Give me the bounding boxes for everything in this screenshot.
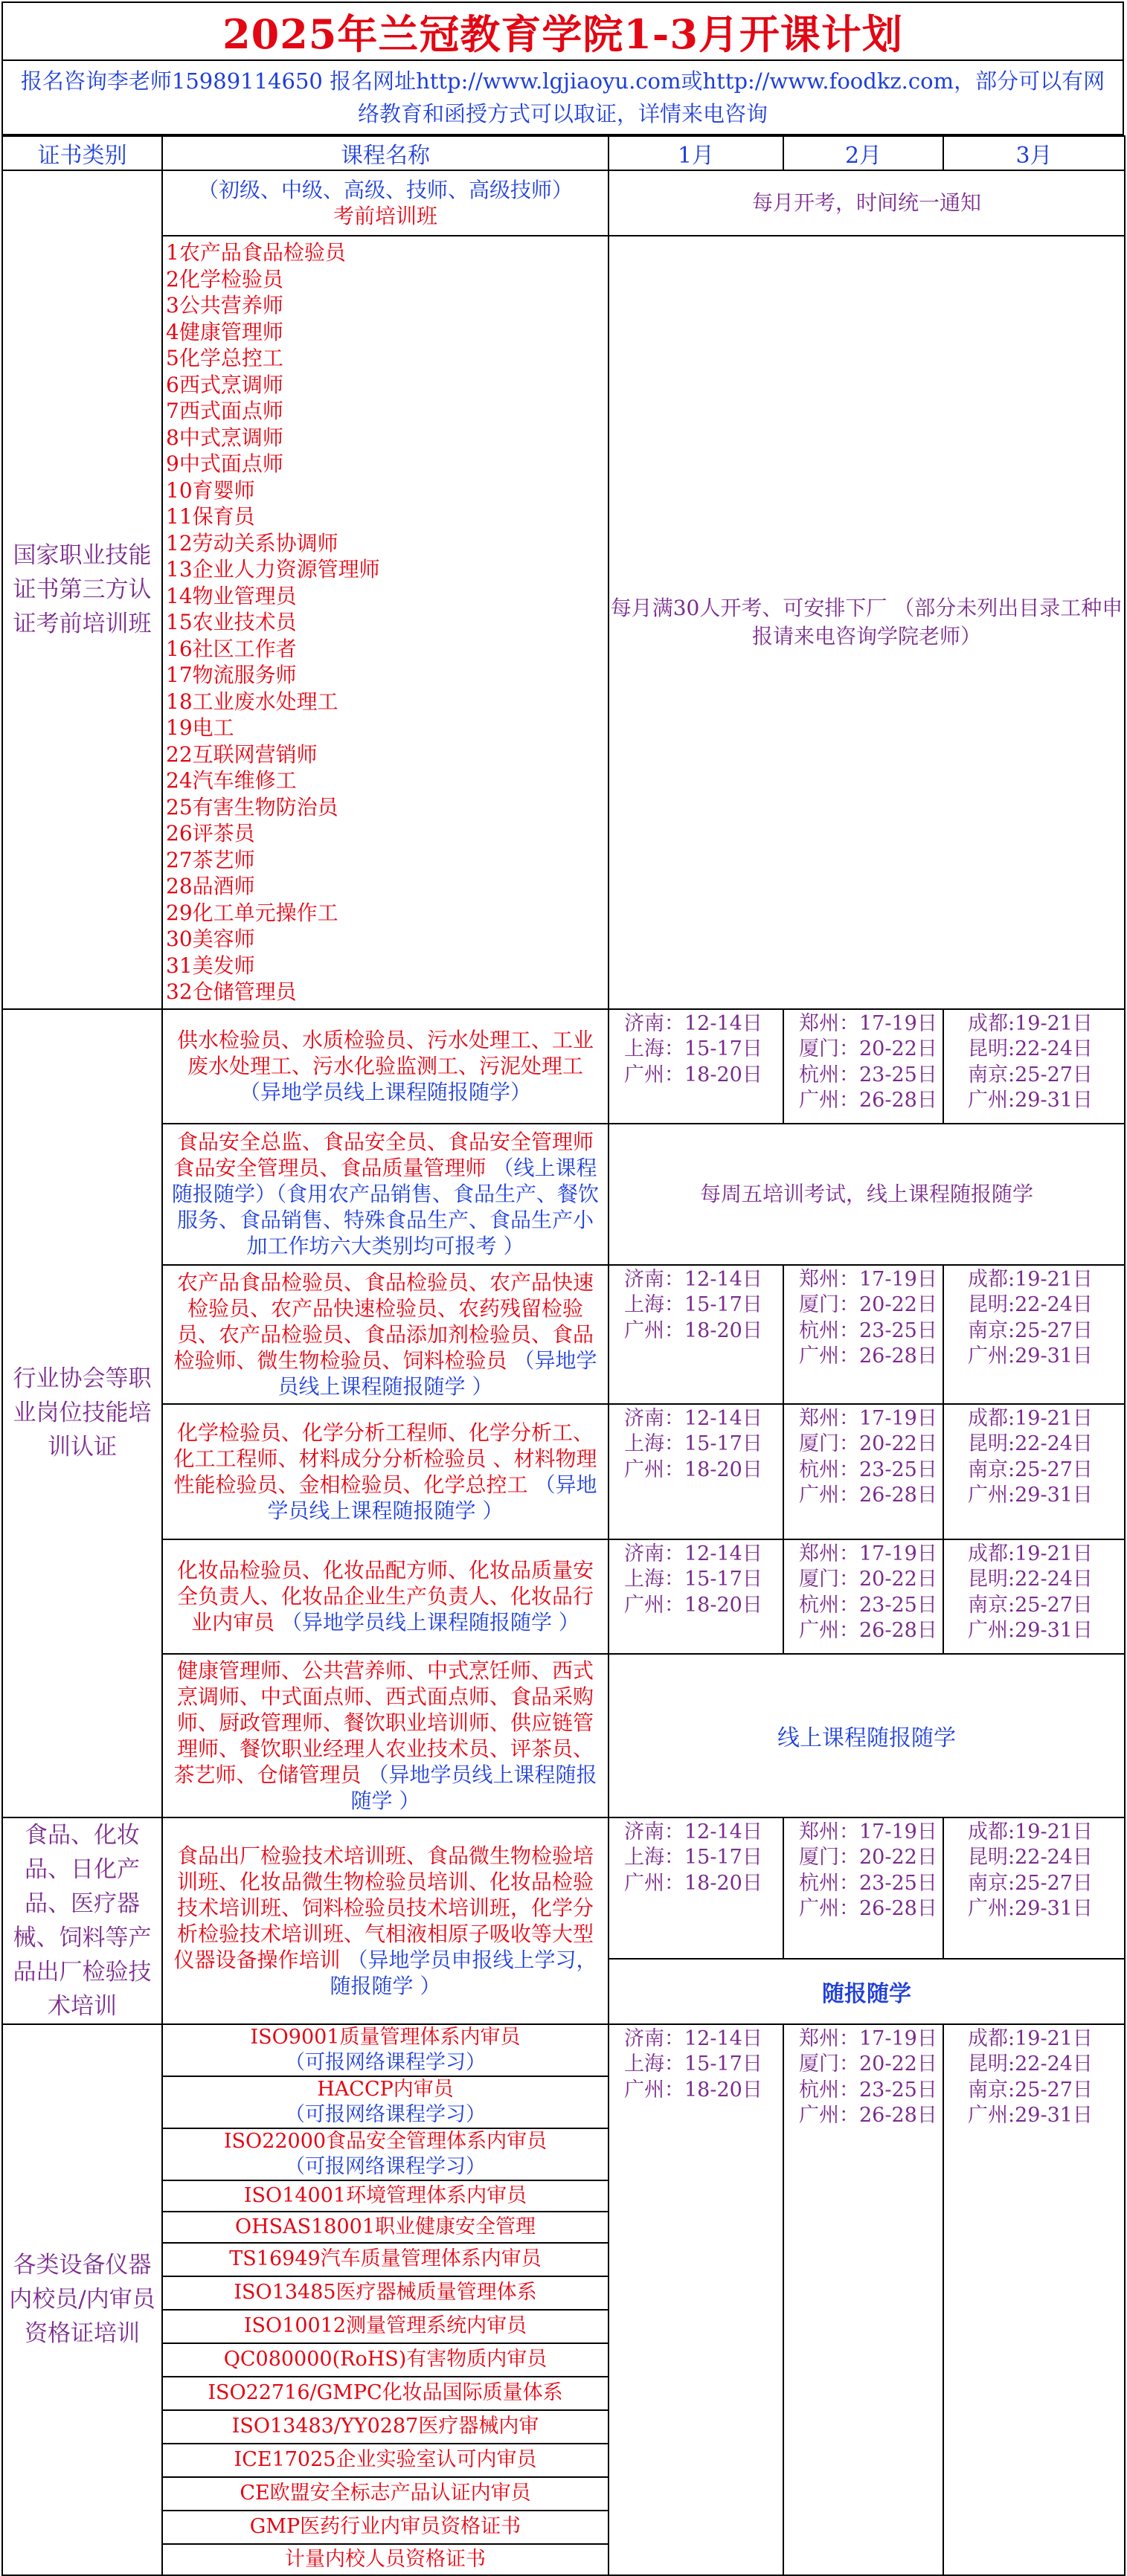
schedule-entry: 昆明:22-24日 [968, 2052, 1093, 2076]
course-levels-label: （初级、中级、高级、技师、高级技师） [197, 178, 573, 202]
schedule-entry: 济南：12-14日 [624, 1267, 762, 1291]
schedule-entry: 厦门：20-22日 [799, 1432, 937, 1455]
list-item: 27茶艺师 [166, 847, 255, 872]
schedule-entry: 杭州：23-25日 [799, 2078, 937, 2102]
table-row [2, 2024, 1125, 2076]
list-item: 30美容师 [166, 927, 255, 951]
schedule-entry: 成都:19-21日 [968, 1406, 1093, 1430]
schedule-entry: 济南：12-14日 [624, 1011, 762, 1035]
course-levels [162, 170, 609, 236]
auditor-course-name: 计量内校人员资格证书 [285, 2547, 486, 2571]
auditor-course-name: CE欧盟安全标志产品认证内审员 [240, 2482, 531, 2505]
course-cosmetics-note: （异地学员线上课程随报随学 ） [281, 1610, 579, 1635]
table-row [2, 1654, 1125, 1817]
schedule-jan [609, 1817, 783, 1959]
course-food-testing-names: 农产品食品检验员、食品检验员、农产品快速检验员、农产品快速检验员、农药残留检验员、农产品检验员、食品添加剂检验员、食品检验师、微生物检验员、饲料检验员 [173, 1269, 594, 1373]
table-row [2, 1009, 1125, 1124]
schedule-entry: 广州:29-31日 [968, 1619, 1093, 1642]
list-item: 8中式烹调师 [166, 425, 283, 450]
schedule-mar [943, 1539, 1125, 1654]
course-food-testing [162, 1265, 609, 1404]
schedule-entry: 郑州：17-19日 [799, 2026, 937, 2050]
schedule-entry: 厦门：20-22日 [799, 1568, 937, 1591]
schedule-entry: 上海：15-17日 [624, 1037, 762, 1060]
auditor-section [2, 2024, 1125, 2575]
table-row [2, 236, 1125, 1009]
list-item: 2化学检验员 [166, 266, 283, 292]
list-item: 19电工 [166, 715, 234, 740]
auditor-course [162, 2377, 609, 2410]
schedule-feb [783, 1009, 943, 1124]
auditor-course [162, 2511, 609, 2544]
auditor-course-name: ISO10012测量管理系统内审员 [243, 2314, 527, 2337]
schedule-feb [783, 1817, 943, 1959]
auditor-course [162, 2310, 609, 2343]
schedule-entry: 济南：12-14日 [624, 1542, 762, 1565]
schedule-entry: 厦门：20-22日 [799, 1293, 937, 1316]
schedule-feb [783, 1539, 943, 1654]
levels-note: 每月开考，时间统一通知 [609, 170, 1125, 236]
course-water-testing-note: （异地学员线上课程随报随学） [239, 1080, 531, 1104]
schedule-entry: 广州：18-20日 [624, 1318, 762, 1342]
auditor-course-note: （可报网络课程学习） [285, 2154, 486, 2178]
auditor-course-name: ISO14001环境管理体系内审员 [243, 2183, 527, 2207]
header-category: 证书类别 [2, 136, 162, 170]
table-row [2, 1817, 1125, 1959]
schedule-entry: 南京:25-27日 [968, 1318, 1093, 1342]
schedule-entry: 南京:25-27日 [968, 1871, 1093, 1895]
list-item: 29化工单元操作工 [166, 900, 338, 925]
schedule-entry: 杭州：23-25日 [799, 1318, 937, 1342]
list-item: 17物流服务师 [166, 663, 297, 687]
schedule-mar [943, 1817, 1125, 1959]
header-month-2: 2月 [783, 136, 943, 170]
auditor-course [162, 2477, 609, 2511]
auditor-course-name: ICE17025企业实验室认可内审员 [234, 2448, 537, 2471]
schedule-entry: 南京:25-27日 [968, 1063, 1093, 1086]
schedule-feb [783, 1404, 943, 1539]
course-food-safety [162, 1124, 609, 1265]
auditor-course [162, 2444, 609, 2477]
schedule-entry: 广州：26-28日 [799, 2104, 937, 2127]
header-month-3: 3月 [943, 136, 1125, 170]
list-item: 26评茶员 [166, 821, 255, 846]
table-row [2, 1265, 1125, 1404]
course-schedule-table [1, 135, 1126, 2576]
course-cosmetics [162, 1539, 609, 1654]
schedule-entry: 广州：26-28日 [799, 1089, 937, 1112]
schedule-entry: 上海：15-17日 [624, 1846, 762, 1869]
schedule-entry: 广州:29-31日 [968, 1897, 1093, 1920]
table-row [2, 1124, 1125, 1265]
schedule-entry: 杭州：23-25日 [799, 1593, 937, 1617]
schedule-entry: 广州：18-20日 [624, 1593, 762, 1617]
schedule-entry: 成都:19-21日 [968, 1542, 1093, 1565]
schedule-mar [943, 1404, 1125, 1539]
category-internal-auditor: 各类设备仪器内校员/内审员资格证培训 [2, 2024, 162, 2575]
list-item: 24汽车维修工 [166, 768, 297, 793]
schedule-mar [943, 2024, 1125, 2575]
schedule-entry: 昆明:22-24日 [968, 1293, 1093, 1316]
schedule-entry: 南京:25-27日 [968, 1458, 1093, 1481]
auditor-course [162, 2544, 609, 2575]
schedule-feb [783, 2024, 943, 2575]
schedule-entry: 杭州：23-25日 [799, 1458, 937, 1481]
factory-inspection-note: 随报随学 [609, 1959, 1125, 2024]
course-factory-inspection [162, 1817, 609, 2024]
schedule-entry: 昆明:22-24日 [968, 1432, 1093, 1455]
schedule-entry: 昆明:22-24日 [968, 1037, 1093, 1060]
auditor-course [162, 2024, 609, 2076]
list-item: 18工业废水处理工 [166, 689, 338, 714]
list-item: 14物业管理员 [166, 583, 297, 608]
schedule-entry: 上海：15-17日 [624, 2052, 762, 2076]
auditor-course [162, 2243, 609, 2276]
course-list [166, 239, 605, 1005]
course-factory-inspection-names: 食品出厂检验技术培训班、食品微生物检验培训班、化妆品微生物检验员培训、化妆品检验技术培训班、饲料检验员技术培训班，化学分析检验技术培训班、气相液相原子吸收等大型仪器设备操作培训 [173, 1843, 594, 1972]
schedule-entry: 广州：18-20日 [624, 1458, 762, 1481]
schedule-entry: 广州：18-20日 [624, 1871, 762, 1895]
schedule-entry: 广州：26-28日 [799, 1619, 937, 1642]
schedule-feb [783, 1265, 943, 1404]
table-row [2, 1539, 1125, 1654]
schedule-entry: 成都:19-21日 [968, 1011, 1093, 1035]
auditor-course [162, 2076, 609, 2128]
auditor-course [162, 2212, 609, 2243]
list-item: 28品酒师 [166, 874, 255, 898]
course-levels-sub: 考前培训班 [333, 204, 437, 228]
auditor-course [162, 2410, 609, 2444]
schedule-mar [943, 1265, 1125, 1404]
course-chemical-testing-note: （异地学员线上课程随报随学 ） [267, 1472, 597, 1523]
course-catering [162, 1654, 609, 1817]
schedule-entry: 郑州：17-19日 [799, 1820, 937, 1844]
schedule-entry: 郑州：17-19日 [799, 1267, 937, 1291]
list-item: 25有害生物防治员 [166, 794, 338, 820]
auditor-course-name: ISO22716/GMPC化妆品国际质量体系 [208, 2381, 563, 2404]
contact-info: 报名咨询李老师15989114650 报名网址http://www.lgjiaoyu.com或http://www.foodkz.com，部分可以有网络教育和函授方式可以取证，详情来电咨询 [1, 61, 1124, 135]
auditor-course [162, 2128, 609, 2180]
schedule-entry: 广州:29-31日 [968, 1089, 1093, 1112]
schedule-entry: 昆明:22-24日 [968, 1568, 1093, 1591]
schedule-entry: 厦门：20-22日 [799, 1846, 937, 1869]
table-row [2, 170, 1125, 236]
list-item: 4健康管理师 [166, 319, 283, 344]
national-course-note: 每月满30人开考、可安排下厂 （部分未列出目录工种申报请来电咨询学院老师） [609, 236, 1125, 1009]
schedule-entry: 南京:25-27日 [968, 1593, 1093, 1617]
category-national-vocational: 国家职业技能证书第三方认证考前培训班 [2, 170, 162, 1009]
schedule-jan [609, 1265, 783, 1404]
table-row [2, 1404, 1125, 1539]
list-item: 12劳动关系协调师 [166, 530, 338, 556]
schedule-entry: 济南：12-14日 [624, 1820, 762, 1844]
list-item: 13企业人力资源管理师 [166, 557, 380, 582]
schedule-entry: 南京:25-27日 [968, 2078, 1093, 2102]
list-item: 7西式面点师 [166, 399, 283, 423]
schedule-entry: 广州:29-31日 [968, 1484, 1093, 1507]
list-item: 1农产品食品检验员 [166, 240, 346, 265]
schedule-entry: 成都:19-21日 [968, 2026, 1093, 2050]
auditor-course [162, 2276, 609, 2310]
list-item: 5化学总控工 [166, 346, 283, 370]
schedule-entry: 济南：12-14日 [624, 2026, 762, 2050]
table-header-row [2, 136, 1125, 170]
list-item: 32仓储管理员 [166, 979, 297, 1004]
auditor-course [162, 2343, 609, 2377]
course-water-testing [162, 1009, 609, 1124]
auditor-course-name: ISO13485医疗器械质量管理体系 [234, 2281, 537, 2304]
schedule-entry: 广州:29-31日 [968, 1345, 1093, 1368]
national-course-list [162, 236, 609, 1009]
schedule-entry: 上海：15-17日 [624, 1568, 762, 1591]
schedule-entry: 上海：15-17日 [624, 1432, 762, 1455]
schedule-entry: 厦门：20-22日 [799, 2052, 937, 2076]
schedule-entry: 杭州：23-25日 [799, 1063, 937, 1086]
schedule-jan [609, 2024, 783, 2575]
course-catering-note: （异地学员线上课程随报随学 ） [350, 1762, 597, 1813]
list-item: 10育婴师 [166, 477, 255, 503]
auditor-course-note: （可报网络课程学习） [285, 2102, 486, 2126]
course-water-testing-names: 供水检验员、水质检验员、污水处理工、工业废水处理工、污水化验监测工、污泥处理工 [176, 1028, 594, 1078]
list-item: 6西式烹调师 [166, 372, 283, 397]
auditor-course-name: HACCP内审员 [317, 2077, 454, 2101]
auditor-course-note: （可报网络课程学习） [285, 2050, 486, 2074]
category-industry-association: 行业协会等职业岗位技能培训认证 [2, 1009, 162, 1817]
schedule-jan [609, 1009, 783, 1124]
schedule-entry: 成都:19-21日 [968, 1820, 1093, 1844]
header-month-1: 1月 [609, 136, 783, 170]
course-cosmetics-names: 化妆品检验员、化妆品配方师、化妆品质量安全负责人、化妆品企业生产负责人、化妆品行业内审员 [176, 1558, 594, 1635]
list-item: 11保育员 [166, 504, 255, 529]
schedule-jan [609, 1539, 783, 1654]
auditor-course [162, 2180, 609, 2212]
schedule-entry: 昆明:22-24日 [968, 1846, 1093, 1869]
list-item: 3公共营养师 [166, 293, 283, 318]
page-title: 2025年兰冠教育学院1-3月开课计划 [1, 1, 1124, 61]
auditor-course-name: ISO22000食品安全管理体系内审员 [223, 2129, 548, 2153]
schedule-entry: 郑州：17-19日 [799, 1011, 937, 1035]
schedule-entry: 广州：26-28日 [799, 1897, 937, 1920]
course-factory-inspection-note: （异地学员申报线上学习，随报随学 ） [330, 1947, 597, 1998]
auditor-course-name: GMP医药行业内审员资格证书 [249, 2515, 521, 2538]
schedule-jan [609, 1404, 783, 1539]
course-food-testing-note: （异地学员线上课程随报随学 ） [277, 1347, 597, 1399]
list-item: 31美发师 [166, 953, 255, 978]
list-item: 22互联网营销师 [166, 741, 318, 767]
category-factory-inspection: 食品、化妆品、日化产品、医疗器械、饲料等产品出厂检验技术培训 [2, 1817, 162, 2024]
auditor-course-name: ISO9001质量管理体系内审员 [250, 2025, 521, 2049]
schedule-entry: 郑州：17-19日 [799, 1542, 937, 1565]
header-course: 课程名称 [162, 136, 609, 170]
schedule-entry: 上海：15-17日 [624, 1293, 762, 1316]
food-safety-note: 每周五培训考试，线上课程随报随学 [609, 1124, 1125, 1265]
schedule-entry: 广州：18-20日 [624, 1063, 762, 1086]
catering-note: 线上课程随报随学 [609, 1654, 1125, 1817]
schedule-entry: 郑州：17-19日 [799, 1406, 937, 1430]
course-chemical-testing [162, 1404, 609, 1539]
schedule-entry: 广州：26-28日 [799, 1484, 937, 1507]
list-item: 9中式面点师 [166, 451, 283, 476]
schedule-entry: 成都:19-21日 [968, 1267, 1093, 1291]
course-catering-names: 健康管理师、公共营养师、中式烹饪师、西式烹调师、中式面点师、西式面点师、食品采购师、厨政管理师、餐饮职业培训师、供应链管理师、餐饮职业经理人农业技术员、评茶员、茶艺师、仓储管理员 [173, 1658, 594, 1787]
auditor-course-name: QC080000(RoHS)有害物质内审员 [223, 2348, 548, 2371]
schedule-entry: 厦门：20-22日 [799, 1037, 937, 1060]
list-item: 16社区工作者 [166, 636, 297, 661]
course-food-safety-names: 食品安全总监、食品安全员、食品安全管理师食品安全管理员、食品质量管理师 [173, 1130, 594, 1180]
auditor-course-name: TS16949汽车质量管理体系内审员 [229, 2247, 542, 2270]
schedule-entry: 广州：18-20日 [624, 2078, 762, 2102]
schedule-entry: 杭州：23-25日 [799, 1871, 937, 1895]
auditor-course-name: OHSAS18001职业健康安全管理 [234, 2215, 536, 2238]
course-chemical-testing-names: 化学检验员、化学分析工程师、化学分析工、化工工程师、材料成分分析检验员 、材料物理性能检验员、金相检验员、化学总控工 [173, 1420, 597, 1497]
schedule-entry: 济南：12-14日 [624, 1406, 762, 1430]
list-item: 15农业技术员 [166, 610, 297, 634]
schedule-mar [943, 1009, 1125, 1124]
course-food-safety-note: （线上课程随报随学）（食用农产品销售、食品生产、餐饮服务、食品销售、特殊食品生产、食品生产小加工作坊六大类别均可报考 ） [171, 1156, 599, 1258]
schedule-entry: 广州：26-28日 [799, 1345, 937, 1368]
schedule-entry: 广州:29-31日 [968, 2104, 1093, 2127]
auditor-course-name: ISO13483/YY0287医疗器械内审 [231, 2415, 539, 2438]
